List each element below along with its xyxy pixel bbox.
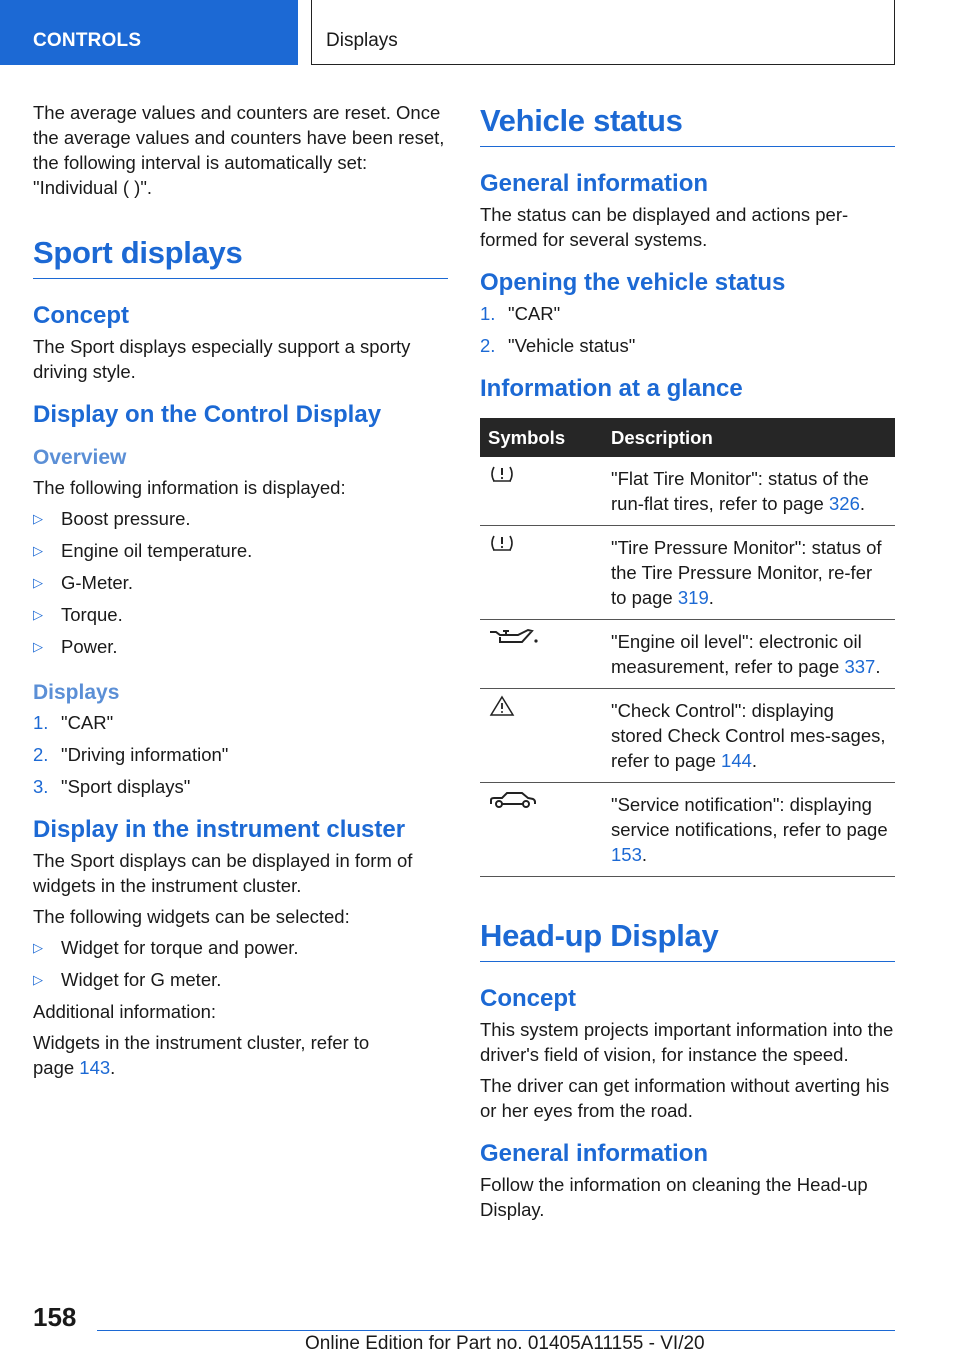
step-text: "CAR": [61, 712, 114, 733]
info-at-glance-heading: Information at a glance: [480, 375, 743, 402]
right-column: [480, 102, 895, 1228]
widgets-paragraph: The following widgets can be selected:: [33, 906, 350, 927]
chapter-label: CONTROLS: [33, 30, 142, 51]
vehicle-status-heading: Vehicle status: [480, 102, 895, 147]
overview-list: [33, 506, 448, 659]
flat-tire-warning-icon: [488, 463, 516, 485]
step-number: 2.: [33, 744, 49, 765]
step-text: "Driving information": [61, 744, 229, 765]
service-car-icon: [488, 789, 538, 811]
table-row: "Engine oil level": electronic oil measurement, refer to page 337.: [480, 620, 895, 689]
step-item: [480, 301, 895, 326]
section-header: [311, 0, 895, 65]
section-label: Displays: [326, 30, 398, 51]
hud-concept-paragraph-2: The driver can get information without averting his or her eyes from the road.: [480, 1075, 890, 1121]
chapter-tab: [0, 0, 298, 65]
general-info-paragraph: The status can be displayed and actions per-formed for several systems.: [480, 204, 849, 250]
list-item: ▷ Engine oil temperature.: [33, 538, 448, 563]
opening-vehicle-status-heading: Opening the vehicle status: [480, 269, 786, 296]
step-number: 1.: [480, 303, 496, 324]
step-item: [33, 774, 448, 799]
spacer: [480, 877, 895, 917]
engine-oil-can-icon: [488, 626, 540, 648]
control-display-heading: Display on the Control Display: [33, 401, 382, 428]
row-description: "Check Control": displaying stored Check Control mes-sages, refer to page: [611, 700, 886, 771]
list-item: ▷ Widget for G meter.: [33, 967, 448, 992]
edition-footer: Online Edition for Part no. 01405A11155 - VI/20: [305, 1333, 705, 1354]
instrument-cluster-heading: Display in the instrument cluster: [33, 816, 406, 843]
hud-concept-paragraph-1: This system projects important information into the driver's field of vision, for instance the speed.: [480, 1019, 894, 1065]
step-item: [480, 333, 895, 358]
page-link[interactable]: 326: [829, 493, 860, 514]
step-text: "Vehicle status": [508, 335, 636, 356]
widgets-ref-text: Widgets in the instrument cluster, refer to page: [33, 1032, 370, 1078]
description-column-header: Description: [603, 418, 895, 457]
concept-heading: Concept: [33, 302, 129, 329]
intro-paragraph: The average values and counters are reset. Once the average values and counters have been reset, the following interval is automatically set: "Individual ( )".: [33, 102, 445, 198]
cluster-paragraph: The Sport displays can be displayed in form of widgets in the instrument cluster.: [33, 850, 413, 896]
page-link[interactable]: 319: [677, 587, 709, 608]
step-number: 2.: [480, 335, 496, 356]
list-item: ▷ Widget for torque and power.: [33, 935, 448, 960]
step-text: "CAR": [508, 303, 561, 324]
page-link[interactable]: 337: [844, 656, 876, 677]
hud-concept-heading: Concept: [480, 985, 576, 1012]
overview-paragraph: The following information is displayed:: [33, 477, 346, 498]
list-item: ▷ Power.: [33, 634, 448, 659]
step-number: 3.: [33, 776, 49, 797]
left-column: [33, 100, 448, 1086]
step-number: 1.: [33, 712, 49, 733]
table-row: "Service notification": displaying service notifications, refer to page 153.: [480, 783, 895, 877]
symbols-table: [480, 418, 895, 877]
hud-general-paragraph: Follow the information on cleaning the Head-up Display.: [480, 1174, 868, 1220]
table-row: "Tire Pressure Monitor": status of the Tire Pressure Monitor, re-fer to page 319.: [480, 526, 895, 620]
general-info-heading: General information: [480, 170, 709, 197]
additional-info-paragraph: Additional information:: [33, 1001, 217, 1022]
displays-steps: [33, 710, 448, 799]
list-item: ▷ G-Meter.: [33, 570, 448, 595]
overview-heading: Overview: [33, 446, 127, 469]
row-description: "Tire Pressure Monitor": status of the Tire Pressure Monitor, re-fer to page: [611, 537, 882, 608]
concept-paragraph: The Sport displays especially support a sporty driving style.: [33, 336, 411, 382]
table-row: "Flat Tire Monitor": status of the run-flat tires, refer to page 326.: [480, 457, 895, 526]
sport-displays-heading: Sport displays: [33, 234, 448, 279]
hud-general-info-heading: General information: [480, 1140, 709, 1167]
list-item: ▷ Torque.: [33, 602, 448, 627]
row-description: "Engine oil level": electronic oil measurement, refer to page: [611, 631, 862, 677]
widgets-list: [33, 935, 448, 992]
warning-triangle-icon: [488, 695, 516, 717]
displays-heading: Displays: [33, 681, 120, 704]
tire-pressure-warning-icon: [488, 532, 516, 554]
page-link[interactable]: 153: [611, 844, 642, 865]
step-item: [33, 742, 448, 767]
period: .: [110, 1057, 116, 1078]
table-header-row: [480, 418, 895, 457]
row-description: "Service notification": displaying service notifications, refer to page: [611, 794, 888, 840]
step-item: [33, 710, 448, 735]
opening-steps: [480, 301, 895, 358]
footer-divider: [97, 1330, 895, 1331]
page-link[interactable]: 143: [79, 1057, 111, 1078]
widgets-ref-paragraph: [33, 1030, 393, 1080]
page-link[interactable]: 144: [721, 750, 752, 771]
head-up-display-heading: Head-up Display: [480, 917, 895, 962]
list-item: ▷ Boost pressure.: [33, 506, 448, 531]
page-number: 158: [33, 1302, 77, 1332]
row-description: "Flat Tire Monitor": status of the run-flat tires, refer to page: [611, 468, 869, 514]
symbols-column-header: Symbols: [480, 418, 603, 457]
table-row: "Check Control": displaying stored Check Control mes-sages, refer to page 144.: [480, 689, 895, 783]
step-text: "Sport displays": [61, 776, 191, 797]
